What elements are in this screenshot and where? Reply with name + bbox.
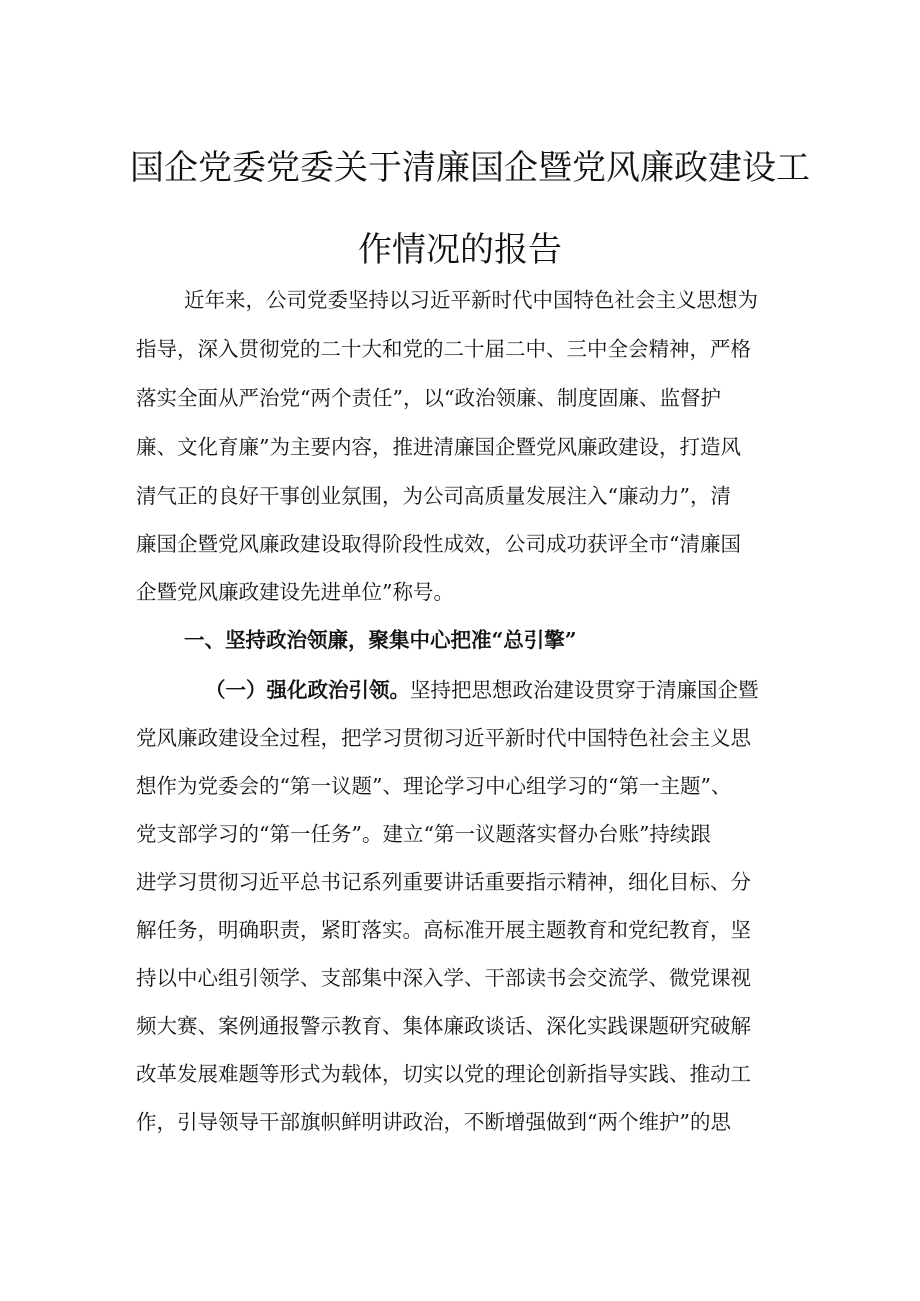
- document-title-line-1: 国企党委党委关于清廉国企暨党风廉政建设工: [130, 148, 810, 188]
- intro-paragraph-line-6: 廉国企暨党风廉政建设取得阶段性成效，公司成功获评全市“清廉国: [136, 532, 741, 556]
- subsection-first-line-text: 坚持把思想政治建设贯穿于清廉国企暨: [410, 678, 759, 702]
- subsection-line-8: 改革发展难题等形式为载体，切实以党的理论创新指导实践、推动工: [136, 1062, 751, 1086]
- subsection-heading-1: （一）强化政治引领。: [205, 678, 410, 702]
- intro-paragraph-line-7: 企暨党风廉政建设先进单位”称号。: [136, 580, 454, 604]
- document-title-line-2: 作情况的报告: [358, 230, 562, 270]
- subsection-line-4: 进学习贯彻习近平总书记系列重要讲话重要指示精神，细化目标、分: [136, 870, 751, 894]
- intro-paragraph-line-1: 近年来，公司党委坚持以习近平新时代中国特色社会主义思想为: [184, 288, 758, 312]
- subsection-line-9: 作，引导领导干部旗帜鲜明讲政治，不断增强做到“两个维护”的思: [136, 1110, 731, 1134]
- subsection-line-2: 想作为党委会的“第一议题”、理论学习中心组学习的“第一主题”、: [136, 774, 732, 798]
- subsection-line-1: 党风廉政建设全过程，把学习贯彻习近平新时代中国特色社会主义思: [136, 726, 751, 750]
- intro-paragraph-line-4: 廉、文化育廉”为主要内容，推进清廉国企暨党风廉政建设，打造风: [136, 435, 741, 459]
- intro-paragraph-line-5: 清气正的良好干事创业氛围，为公司高质量发展注入“廉动力”，清: [136, 484, 731, 508]
- subsection-line-7: 频大赛、案例通报警示教育、集体廉政谈话、深化实践课题研究破解: [136, 1014, 751, 1038]
- subsection-first-line: [205, 676, 865, 704]
- subsection-line-3: 党支部学习的“第一任务”。建立“第一议题落实督办台账”持续跟: [136, 822, 711, 846]
- intro-paragraph-line-3: 落实全面从严治党“两个责任”，以“政治领廉、制度固廉、监督护: [136, 386, 721, 410]
- subsection-line-6: 持以中心组引领学、支部集中深入学、干部读书会交流学、微党课视: [136, 966, 751, 990]
- intro-paragraph-line-2: 指导，深入贯彻党的二十大和党的二十届二中、三中全会精神，严格: [136, 337, 751, 361]
- subsection-line-5: 解任务，明确职责，紧盯落实。高标准开展主题教育和党纪教育，坚: [136, 918, 751, 942]
- section-heading-1: 一、坚持政治领廉，聚集中心把准“总引擎”: [184, 628, 577, 652]
